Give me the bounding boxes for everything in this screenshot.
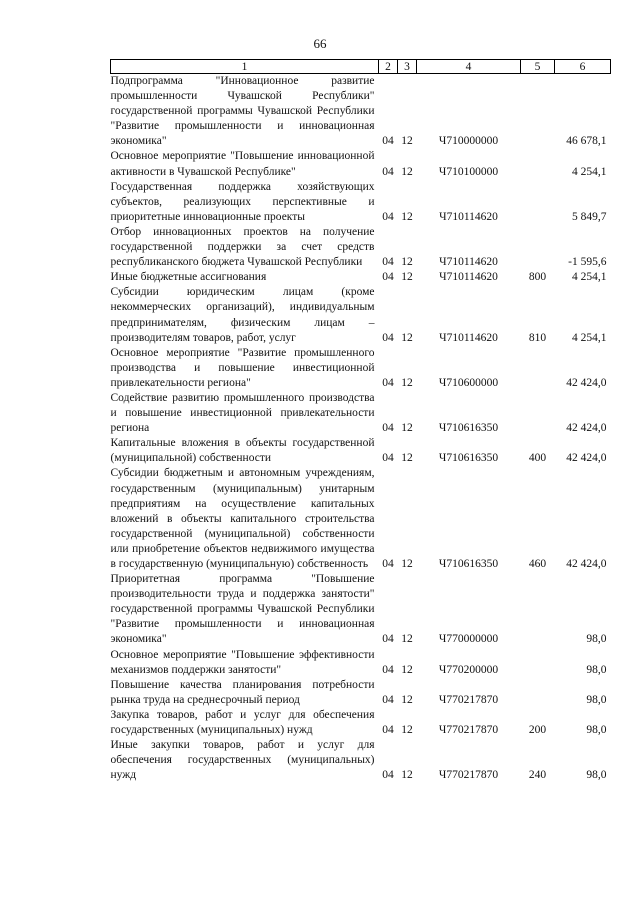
row-subsection: 12	[401, 256, 413, 269]
row-subsection: 12	[401, 633, 413, 646]
row-section: 04	[382, 165, 394, 178]
row-expense-type	[521, 648, 555, 678]
row-expense-type	[521, 391, 555, 436]
row-amount: 4 254,1	[572, 271, 607, 284]
row-amount: 42 424,0	[566, 452, 607, 465]
row-subsection: 12	[401, 558, 413, 570]
row-amount: 42 424,0	[566, 376, 607, 389]
row-target-code: Ч710616350	[438, 422, 499, 435]
row-target-code: Ч710000000	[438, 135, 499, 148]
row-name: Субсидии юридическим лицам (кроме некоммерческих организаций), индивидуальным предпринимателям, физическим лицам – производителям товаров, работ, услуг	[110, 286, 375, 344]
row-expense-type	[521, 149, 555, 179]
row-subsection: 12	[401, 452, 413, 465]
row-expense-type	[521, 678, 555, 708]
row-section: 04	[382, 422, 394, 435]
row-name: Подпрограмма "Инновационное развитие промышленности Чувашской Республики" государственной программы Чувашской Республики "Развитие промышленности и инновационная экономика"	[110, 75, 375, 148]
column-header-2: 2	[379, 60, 398, 74]
table-row	[111, 346, 611, 391]
table-row	[111, 270, 611, 285]
row-amount: 98,0	[586, 724, 607, 737]
row-expense-type	[521, 346, 555, 391]
row-target-code: Ч770000000	[438, 633, 499, 646]
row-expense-type: 400	[528, 452, 547, 465]
row-target-code: Ч770217870	[438, 724, 499, 737]
row-expense-type	[521, 74, 555, 150]
row-subsection: 12	[401, 376, 413, 389]
column-header-6: 6	[555, 60, 611, 74]
row-name: Отбор инновационных проектов на получение государственной поддержки за счет средств республиканского бюджета Чувашской Республики	[110, 225, 375, 269]
table-row	[111, 436, 611, 466]
table-row	[111, 180, 611, 225]
row-target-code: Ч710114620	[439, 331, 498, 344]
row-target-code: Ч770200000	[438, 663, 499, 676]
row-section: 04	[382, 769, 394, 782]
row-target-code: Ч710616350	[438, 452, 499, 465]
row-section: 04	[382, 210, 394, 223]
row-section: 04	[382, 724, 394, 737]
row-expense-type: 810	[528, 331, 547, 344]
row-amount: 42 424,0	[566, 558, 607, 570]
row-expense-type: 240	[528, 769, 547, 782]
row-name: Иные бюджетные ассигнования	[110, 271, 267, 284]
row-name: Основное мероприятие "Повышение эффективности механизмов поддержки занятости"	[110, 648, 375, 676]
row-name: Государственная поддержка хозяйствующих субъектов, реализующих перспективные и приоритетные инновационные проекты	[110, 180, 375, 223]
table-row	[111, 74, 611, 150]
column-header-5: 5	[521, 60, 555, 74]
table-header-row	[111, 60, 611, 74]
row-subsection: 12	[401, 724, 413, 737]
row-target-code: Ч770217870	[438, 693, 499, 706]
row-subsection: 12	[401, 693, 413, 706]
row-subsection: 12	[401, 331, 413, 344]
row-amount: 5 849,7	[572, 210, 607, 223]
row-name: Закупка товаров, работ и услуг для обеспечения государственных (муниципальных) нужд	[110, 708, 375, 737]
row-subsection: 12	[401, 165, 413, 178]
column-header-1: 1	[111, 60, 379, 74]
row-section: 04	[382, 693, 394, 706]
row-target-code: Ч710616350	[438, 558, 499, 570]
row-section: 04	[382, 135, 394, 148]
row-section: 04	[382, 271, 394, 284]
row-section: 04	[382, 331, 394, 344]
table-row	[111, 708, 611, 738]
row-expense-type: 800	[528, 271, 547, 284]
row-subsection: 12	[401, 769, 413, 782]
row-name: Субсидии бюджетным и автономным учреждениям, государственным (муниципальным) унитарным предприятиям на осуществление капитальных вложений в объекты капитального строительства государственной (муниципальной) собственности или приобретение объектов недвижимого имущества в государственную (муниципальную) собственность	[110, 467, 375, 570]
row-target-code: Ч710100000	[438, 165, 499, 178]
row-target-code: Ч710114620	[439, 210, 498, 223]
row-expense-type: 460	[528, 558, 547, 570]
row-subsection: 12	[401, 135, 413, 148]
row-amount: 98,0	[586, 769, 607, 782]
row-name: Повышение качества планирования потребности рынка труда на среднесрочный период	[110, 678, 375, 706]
row-amount: 4 254,1	[572, 331, 607, 344]
row-amount: 98,0	[586, 663, 607, 676]
table-row	[111, 738, 611, 783]
row-subsection: 12	[401, 271, 413, 284]
row-target-code: Ч770217870	[438, 769, 499, 782]
table-row	[111, 648, 611, 678]
table-row	[111, 466, 611, 572]
row-section: 04	[382, 663, 394, 676]
row-subsection: 12	[401, 663, 413, 676]
page-number: 66	[313, 36, 327, 51]
row-name: Основное мероприятие "Повышение инновационной активности в Чувашской Республике"	[110, 150, 375, 178]
column-header-3: 3	[398, 60, 417, 74]
row-expense-type	[521, 572, 555, 647]
table-row	[111, 149, 611, 179]
row-subsection: 12	[401, 210, 413, 223]
row-amount: 42 424,0	[566, 422, 607, 435]
column-header-4: 4	[417, 60, 521, 74]
row-section: 04	[382, 633, 394, 646]
row-section: 04	[382, 558, 394, 570]
table-row	[111, 285, 611, 345]
table-row	[111, 225, 611, 270]
row-name: Содействие развитию промышленного производства и повышение инвестиционной привлекательности региона	[110, 391, 375, 435]
table-row	[111, 678, 611, 708]
row-amount: 98,0	[586, 633, 607, 646]
row-expense-type	[521, 180, 555, 225]
row-target-code: Ч710114620	[439, 271, 498, 284]
row-target-code: Ч710114620	[439, 256, 498, 269]
table-row	[111, 572, 611, 647]
row-expense-type	[521, 225, 555, 270]
row-section: 04	[382, 452, 394, 465]
budget-table	[110, 59, 611, 783]
row-name: Капитальные вложения в объекты государственной (муниципальной) собственности	[110, 437, 375, 465]
row-amount: 4 254,1	[572, 165, 607, 178]
row-target-code: Ч710600000	[438, 376, 499, 389]
row-section: 04	[382, 376, 394, 389]
row-subsection: 12	[401, 422, 413, 435]
row-name: Основное мероприятие "Развитие промышленного производства и повышение инвестиционной привлекательности региона"	[110, 346, 375, 389]
row-amount: 46 678,1	[566, 135, 607, 148]
table-row	[111, 391, 611, 436]
row-name: Приоритетная программа "Повышение производительности труда и поддержка занятости" государственной программы Чувашской Республики "Развитие промышленности и инновационная экономика"	[110, 573, 375, 646]
row-amount: 98,0	[586, 693, 607, 706]
row-name: Иные закупки товаров, работ и услуг для обеспечения государственных (муниципальных) нужд	[110, 739, 375, 782]
row-amount: -1 595,6	[568, 256, 607, 269]
row-expense-type: 200	[528, 724, 547, 737]
row-section: 04	[382, 256, 394, 269]
